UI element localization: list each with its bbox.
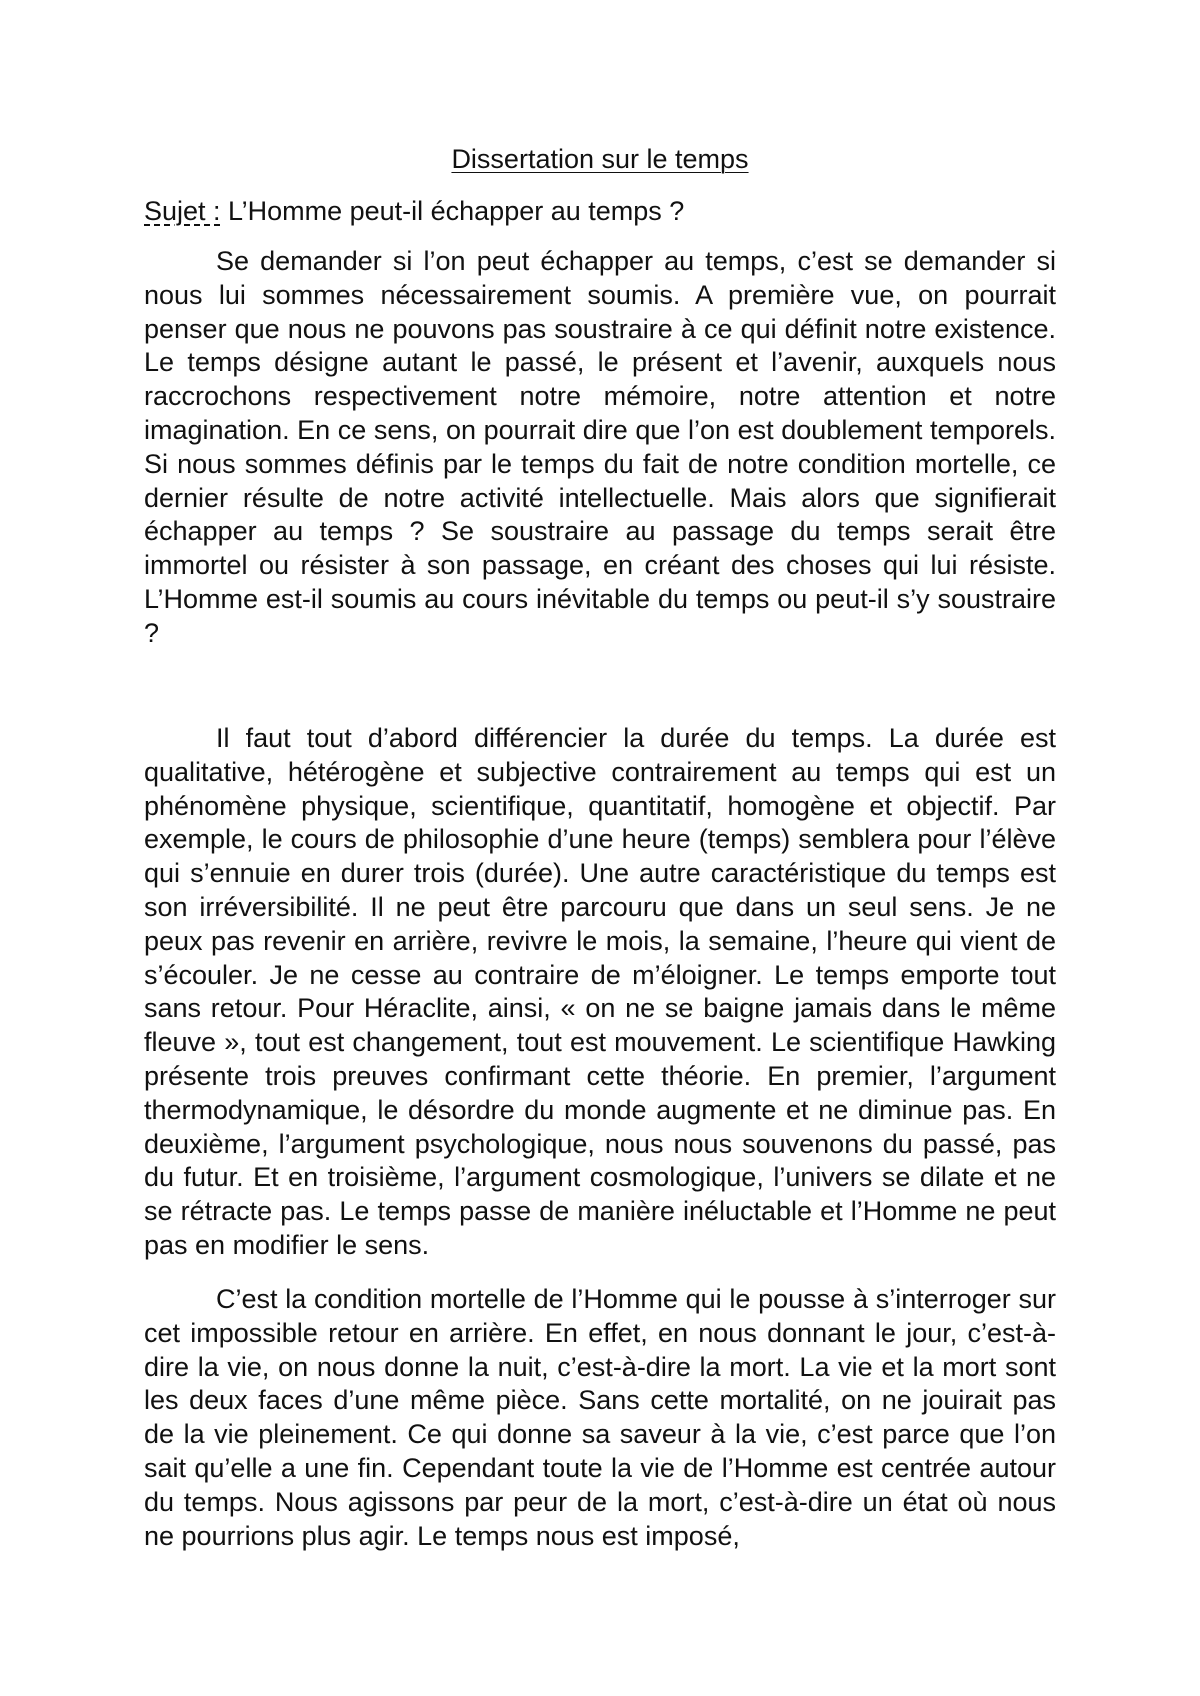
subject-text: L’Homme peut-il échapper au temps ?	[220, 196, 685, 226]
paragraph-introduction: Se demander si l’on peut échapper au temps, c’est se demander si nous lui sommes nécessairement soumis. A première vue, on pourrait penser que nous ne pouvons pas soustraire à ce qui définit notre existence. Le temps désigne autant le passé, le présent et l’avenir, auxquels nous raccrochons respectivement notre mémoire, notre attention et notre imagination. En ce sens, on pourrait dire que l’on est doublement temporels. Si nous sommes définis par le temps du fait de notre condition mortelle, ce dernier résulte de notre activité intellectuelle. Mais alors que signifierait échapper au temps ? Se soustraire au passage du temps serait être immortel ou résister à son passage, en créant des choses qui lui résiste. L’Homme est-il soumis au cours inévitable du temps ou peut-il s’y soustraire ?	[144, 246, 1056, 648]
document-title: Dissertation sur le temps	[451, 144, 749, 174]
paragraph-condition-mortelle: C’est la condition mortelle de l’Homme qui le pousse à s’interroger sur cet impossible retour en arrière. En effet, en nous donnant le jour, c’est-à-dire la vie, on nous donne la nuit, c’est-à-dire la mort. La vie et la mort sont les deux faces d’une même pièce. Sans cette mortalité, on ne jouirait pas de la vie pleinement. Ce qui donne sa saveur à la vie, c’est parce que l’on sait qu’elle a une fin. Cependant toute la vie de l’Homme est centrée autour du temps. Nous agissons par peur de la mort, c’est-à-dire un état où nous ne pourrions plus agir. Le temps nous est imposé,	[144, 1284, 1056, 1551]
subject-line	[144, 194, 684, 228]
subject-label: Sujet :	[144, 196, 221, 226]
paragraph-duree-temps: Il faut tout d’abord différencier la durée du temps. La durée est qualitative, hétérogène et subjective contrairement au temps qui est un phénomène physique, scientifique, quantitatif, homogène et objectif. Par exemple, le cours de philosophie d’une heure (temps) semblera pour l’élève qui s’ennuie en durer trois (durée). Une autre caractéristique du temps est son irréversibilité. Il ne peut être parcouru que dans un seul sens. Je ne peux pas revenir en arrière, revivre le mois, la semaine, l’heure qui vient de s’écouler. Je ne cesse au contraire de m’éloigner. Le temps emporte tout sans retour. Pour Héraclite, ainsi, « on ne se baigne jamais dans le même fleuve », tout est changement, tout est mouvement. Le scientifique Hawking présente trois preuves confirmant cette théorie. En premier, l’argument thermodynamique, le désordre du monde augmente et ne diminue pas. En deuxième, l’argument psychologique, nous nous souvenons du passé, pas du futur. Et en troisième, l’argument cosmologique, l’univers se dilate et ne se rétracte pas. Le temps passe de manière inéluctable et l’Homme ne peut pas en modifier le sens.	[144, 723, 1056, 1260]
